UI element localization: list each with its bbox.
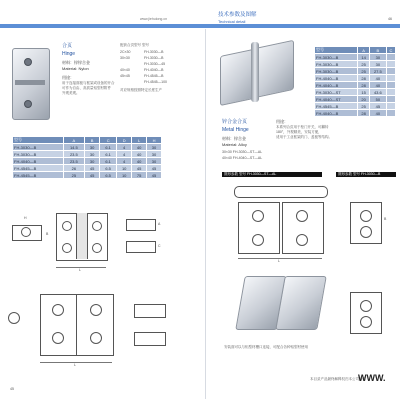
spec-row-model: FH-3030—B	[144, 50, 164, 54]
table-row	[13, 165, 162, 172]
table-cell: 20	[358, 96, 370, 103]
drawing-hole	[62, 221, 72, 231]
table-cell: 6.1	[100, 158, 117, 165]
table-cell: 50	[369, 96, 386, 103]
page-number-left: 45	[10, 387, 14, 391]
table-cell	[386, 61, 395, 68]
footer-text: 本目录产品最终解释权归本公司所有	[310, 377, 366, 381]
table-cell: 15	[358, 89, 370, 96]
header-url: www.jiehulong.cn	[140, 17, 168, 21]
spec-row-model: FH-3030—45	[144, 62, 166, 66]
left-product-photo	[12, 44, 52, 124]
table-cell	[386, 103, 395, 110]
table-cell: 25	[358, 68, 370, 75]
table-cell: FH-4040—B	[315, 82, 358, 89]
table-header-cell: C	[100, 137, 117, 144]
drawing-top-view	[234, 186, 328, 198]
table-cell: 40	[132, 158, 147, 165]
left-spec-table	[12, 136, 162, 179]
table-cell: FH-4040—B	[315, 110, 358, 117]
table-cell: 40	[132, 144, 147, 151]
drawing-caption: 安装面可以与铝型材槽口连接，可配合各种铝型材使用	[224, 345, 308, 349]
table-cell	[386, 82, 395, 89]
left-drawing-top	[6, 205, 196, 285]
spec-row-model: FH-3030—B	[144, 56, 164, 60]
table-row	[13, 144, 162, 151]
table-cell: 40	[369, 82, 386, 89]
drawing-hole	[52, 304, 64, 316]
spec-row-size: 2C×30	[120, 50, 131, 54]
drawing-side-view	[134, 332, 166, 346]
table-cell: FH-4040—ST	[315, 96, 358, 103]
table-cell: 30	[369, 54, 386, 61]
drawing-hole	[62, 243, 72, 253]
header-bar	[0, 24, 400, 28]
spec-row-model: FH-4545—100	[144, 80, 167, 84]
table-cell: 14.5	[63, 144, 85, 151]
table-header-cell: H	[147, 137, 162, 144]
spec-row-size: 30×30	[120, 56, 130, 60]
table-cell: FH-4040—B	[13, 158, 64, 165]
drawing-label: 图形参数 型号 FH-3030—ST—AL	[224, 171, 277, 176]
drawing-knuckle	[76, 213, 88, 259]
right-section-title-en: Metal Hinge	[222, 127, 249, 133]
table-row	[13, 151, 162, 158]
table-cell: 10	[117, 172, 132, 179]
table-cell: 6.1	[100, 151, 117, 158]
spec-note: 对应规格按照特定长度生产	[120, 88, 162, 92]
drawing-section-view	[126, 241, 156, 253]
table-cell: 6.5	[100, 165, 117, 172]
hinge-image	[254, 40, 294, 99]
table-header-cell: 型号	[13, 137, 64, 144]
drawing-hole	[296, 210, 308, 222]
table-cell: 25	[358, 61, 370, 68]
table-header-cell: C	[386, 47, 395, 54]
table-cell	[386, 68, 395, 75]
footer-url[interactable]: WWW.	[358, 373, 386, 383]
table-cell: 25	[63, 172, 85, 179]
table-cell	[386, 96, 395, 103]
table-header-row	[13, 137, 162, 144]
table-header-cell: D	[117, 137, 132, 144]
drawing-hole	[360, 226, 372, 238]
table-cell: 30	[85, 151, 100, 158]
left-drawing-bottom	[6, 290, 196, 390]
table-cell	[386, 75, 395, 82]
left-material-en: Material: Nylon	[62, 66, 89, 71]
table-row	[315, 103, 396, 110]
drawing-round-detail	[8, 312, 20, 324]
table-cell: 30	[147, 144, 162, 151]
hinge-hole	[24, 100, 32, 108]
header-title-cn: 技术参数及图解	[218, 12, 257, 18]
table-row	[13, 158, 162, 165]
drawing-side-view	[134, 304, 166, 318]
table-row	[315, 68, 396, 75]
table-cell: FH-4545—B	[13, 172, 64, 179]
table-header-cell: B	[85, 137, 100, 144]
left-usage-title: 用途：	[62, 75, 74, 80]
left-usage-line: 用于连接面板与框架或设备的开合	[62, 81, 115, 85]
dim-label-l: L	[79, 268, 81, 272]
table-cell: 30	[85, 158, 100, 165]
table-cell: FH-3030—B	[13, 151, 64, 158]
drawing-hole	[52, 332, 64, 344]
table-header-cell: 型号	[315, 47, 358, 54]
right-spec-table	[314, 46, 396, 117]
drawing-hole	[252, 210, 264, 222]
table-row	[315, 54, 396, 61]
right-models-line: 40×40 FH-4040—ST—AL	[222, 156, 263, 160]
dim-line	[238, 258, 322, 259]
drawing-section-view	[126, 219, 156, 231]
table-cell: 4	[117, 151, 132, 158]
right-usage-title: 用途：	[276, 119, 288, 124]
left-section-title-en: Hinge	[62, 51, 76, 57]
table-cell: 30	[369, 61, 386, 68]
header-title-en: Technical detail	[218, 19, 246, 24]
table-row	[315, 75, 396, 82]
drawing-hole	[90, 332, 102, 344]
table-cell: 23.5	[63, 151, 85, 158]
table-row	[315, 89, 396, 96]
dim-label-l: L	[74, 363, 76, 367]
table-cell: 25	[358, 103, 370, 110]
table-row	[315, 61, 396, 68]
table-cell: FH-3030—B	[315, 68, 358, 75]
left-section-title-cn: 合页	[62, 43, 73, 49]
table-header-cell: A	[358, 47, 370, 54]
table-cell	[386, 110, 395, 117]
table-cell: 28	[358, 110, 370, 117]
spec-row-model: FH-4545—B	[144, 74, 164, 78]
left-usage-line: 可作为自由、高质量铝型材附件	[62, 86, 111, 90]
table-cell: 14	[358, 54, 370, 61]
right-drawing-side	[340, 182, 398, 352]
table-cell: FH-3030—ST	[315, 89, 358, 96]
spec-row-model: FH-4040—B	[144, 68, 164, 72]
table-cell: 30	[85, 144, 100, 151]
hinge-hole	[24, 58, 32, 66]
table-header-row	[315, 47, 396, 54]
drawing-label: 图形参数 型号 FH-3030—B	[338, 171, 381, 176]
table-cell: 45	[132, 165, 147, 172]
dim-label-b: B	[384, 217, 387, 221]
table-cell: FH-3030—B	[315, 61, 358, 68]
hinge-knuckle	[15, 80, 45, 85]
table-cell: 30	[147, 158, 162, 165]
dim-label-h: H	[24, 216, 27, 220]
left-usage-line: 外观美观。	[62, 91, 80, 95]
drawing-hole	[92, 243, 102, 253]
drawing-hole	[296, 234, 308, 246]
right-models-line: 30×30 FH-3030—ST—AL	[222, 150, 263, 154]
table-cell: 40	[369, 110, 386, 117]
table-cell: 45	[147, 172, 162, 179]
table-cell: 75	[132, 172, 147, 179]
table-cell: FH-3030—B	[13, 144, 64, 151]
right-material-en: Material: Alloy	[222, 142, 247, 147]
table-cell: 45	[147, 165, 162, 172]
right-product-photo	[218, 38, 298, 110]
table-cell: 45	[85, 165, 100, 172]
hinge-knuckle	[251, 42, 259, 102]
table-cell: 40	[132, 151, 147, 158]
dim-label-l: L	[278, 259, 280, 263]
right-drawing-main	[224, 182, 334, 342]
table-cell: FH-4040—B	[315, 75, 358, 82]
right-material: 材料：锌合金	[222, 136, 246, 141]
drawing-hole	[360, 316, 372, 328]
drawing-hole	[90, 304, 102, 316]
table-header-cell: L	[132, 137, 147, 144]
table-cell: 45	[369, 103, 386, 110]
hinge-exploded-image	[275, 276, 327, 330]
spec-row-size: 40×40	[120, 68, 130, 72]
table-row	[315, 96, 396, 103]
table-cell: 4	[117, 144, 132, 151]
drawing-pin	[21, 227, 31, 237]
table-cell: 40	[369, 75, 386, 82]
table-header-cell: A	[63, 137, 85, 144]
drawing-hole	[360, 210, 372, 222]
table-cell: 6.1	[100, 144, 117, 151]
spec-heading: 配套合页型号 型号	[120, 43, 149, 47]
table-row	[315, 82, 396, 89]
dim-label-c: C	[158, 244, 161, 248]
dim-line	[40, 362, 112, 363]
table-cell: 43.6	[369, 89, 386, 96]
table-cell: FH-4545—B	[315, 103, 358, 110]
table-cell: 23.5	[63, 158, 85, 165]
right-usage-line: 适用于工业框架的门、盖板等结构。	[276, 135, 332, 139]
table-cell: 27.5	[369, 68, 386, 75]
table-cell: 6.5	[100, 172, 117, 179]
table-row	[13, 172, 162, 179]
dim-label-a: A	[158, 222, 161, 226]
table-cell	[386, 89, 395, 96]
left-material: 材料：锌锌合金	[62, 60, 90, 65]
table-cell: 45	[85, 172, 100, 179]
dim-label-b: B	[46, 232, 49, 236]
table-cell: 28	[358, 75, 370, 82]
table-row	[315, 110, 396, 117]
table-cell: 4	[117, 158, 132, 165]
table-cell	[386, 54, 395, 61]
page-number-right: 46	[388, 17, 392, 21]
dim-line	[56, 267, 106, 268]
right-section-title-cn: 锌合金合页	[222, 119, 248, 125]
spec-row-size: 45×45	[120, 74, 130, 78]
right-usage-line: 本系列合页用于柜门开关，可翻转	[276, 125, 329, 129]
table-cell: 30	[147, 151, 162, 158]
table-cell: 10	[117, 165, 132, 172]
table-header-cell: B	[369, 47, 386, 54]
drawing-hole	[92, 221, 102, 231]
drawing-hole	[252, 234, 264, 246]
table-cell: 28	[358, 82, 370, 89]
table-cell: FH-3030—B	[315, 54, 358, 61]
table-cell: FH-4545—B	[13, 165, 64, 172]
right-usage-line: 180°，外观精美，安装方便，	[276, 130, 322, 134]
table-cell: 26	[63, 165, 85, 172]
drawing-hole	[360, 300, 372, 312]
